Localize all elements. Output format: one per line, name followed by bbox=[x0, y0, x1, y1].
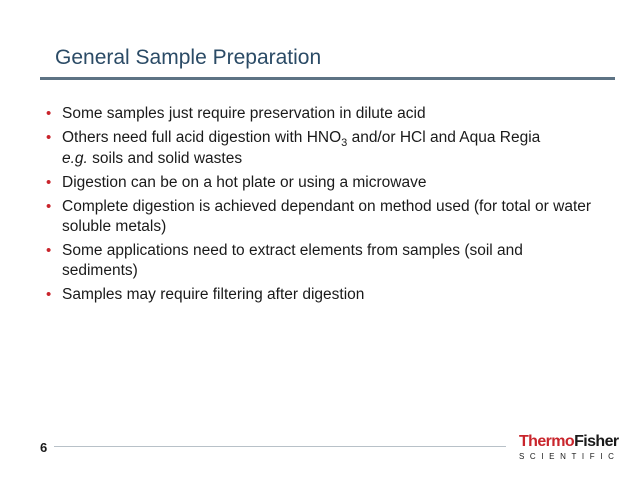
bullet-item bbox=[41, 241, 601, 281]
bullet-item bbox=[41, 128, 601, 169]
bullet-text: Samples may require filtering after digestion bbox=[62, 286, 365, 303]
italic-abbreviation: e.g. bbox=[62, 150, 88, 167]
bullet-icon: • bbox=[46, 198, 52, 215]
thermo-fisher-logo bbox=[519, 433, 619, 461]
bullet-icon: • bbox=[46, 129, 52, 146]
bullet-item bbox=[41, 285, 601, 305]
bullet-text: Complete digestion is achieved dependant on method used (for total or water soluble metals) bbox=[62, 198, 592, 235]
slide-title: General Sample Preparation bbox=[55, 46, 322, 69]
bullet-icon: • bbox=[46, 105, 52, 122]
title-divider bbox=[40, 77, 615, 80]
bullet-text: Some applications need to extract elements from samples (soil and sediments) bbox=[62, 242, 523, 279]
page-number: 6 bbox=[40, 440, 48, 455]
bullet-item bbox=[41, 197, 601, 237]
bullet-icon: • bbox=[46, 174, 52, 191]
bullet-text: Some samples just require preservation in dilute acid bbox=[62, 105, 426, 122]
subscript: 3 bbox=[341, 137, 348, 149]
bullet-text: and/or HCl and Aqua Regia bbox=[347, 129, 541, 146]
bullet-item bbox=[41, 173, 601, 193]
logo-scientific: SCIENTIFIC bbox=[519, 452, 620, 461]
bullet-text: soils and solid wastes bbox=[87, 150, 243, 167]
logo-fisher: Fisher bbox=[574, 433, 619, 450]
footer-divider bbox=[54, 446, 506, 447]
logo-thermo: Thermo bbox=[519, 433, 575, 450]
bullet-icon: • bbox=[46, 242, 52, 259]
logo-wordmark bbox=[519, 433, 619, 451]
bullet-list bbox=[41, 104, 601, 309]
bullet-text: Digestion can be on a hot plate or using a microwave bbox=[62, 174, 427, 191]
bullet-item bbox=[41, 104, 601, 124]
bullet-text: Others need full acid digestion with HNO bbox=[62, 129, 342, 146]
bullet-icon: • bbox=[46, 286, 52, 303]
